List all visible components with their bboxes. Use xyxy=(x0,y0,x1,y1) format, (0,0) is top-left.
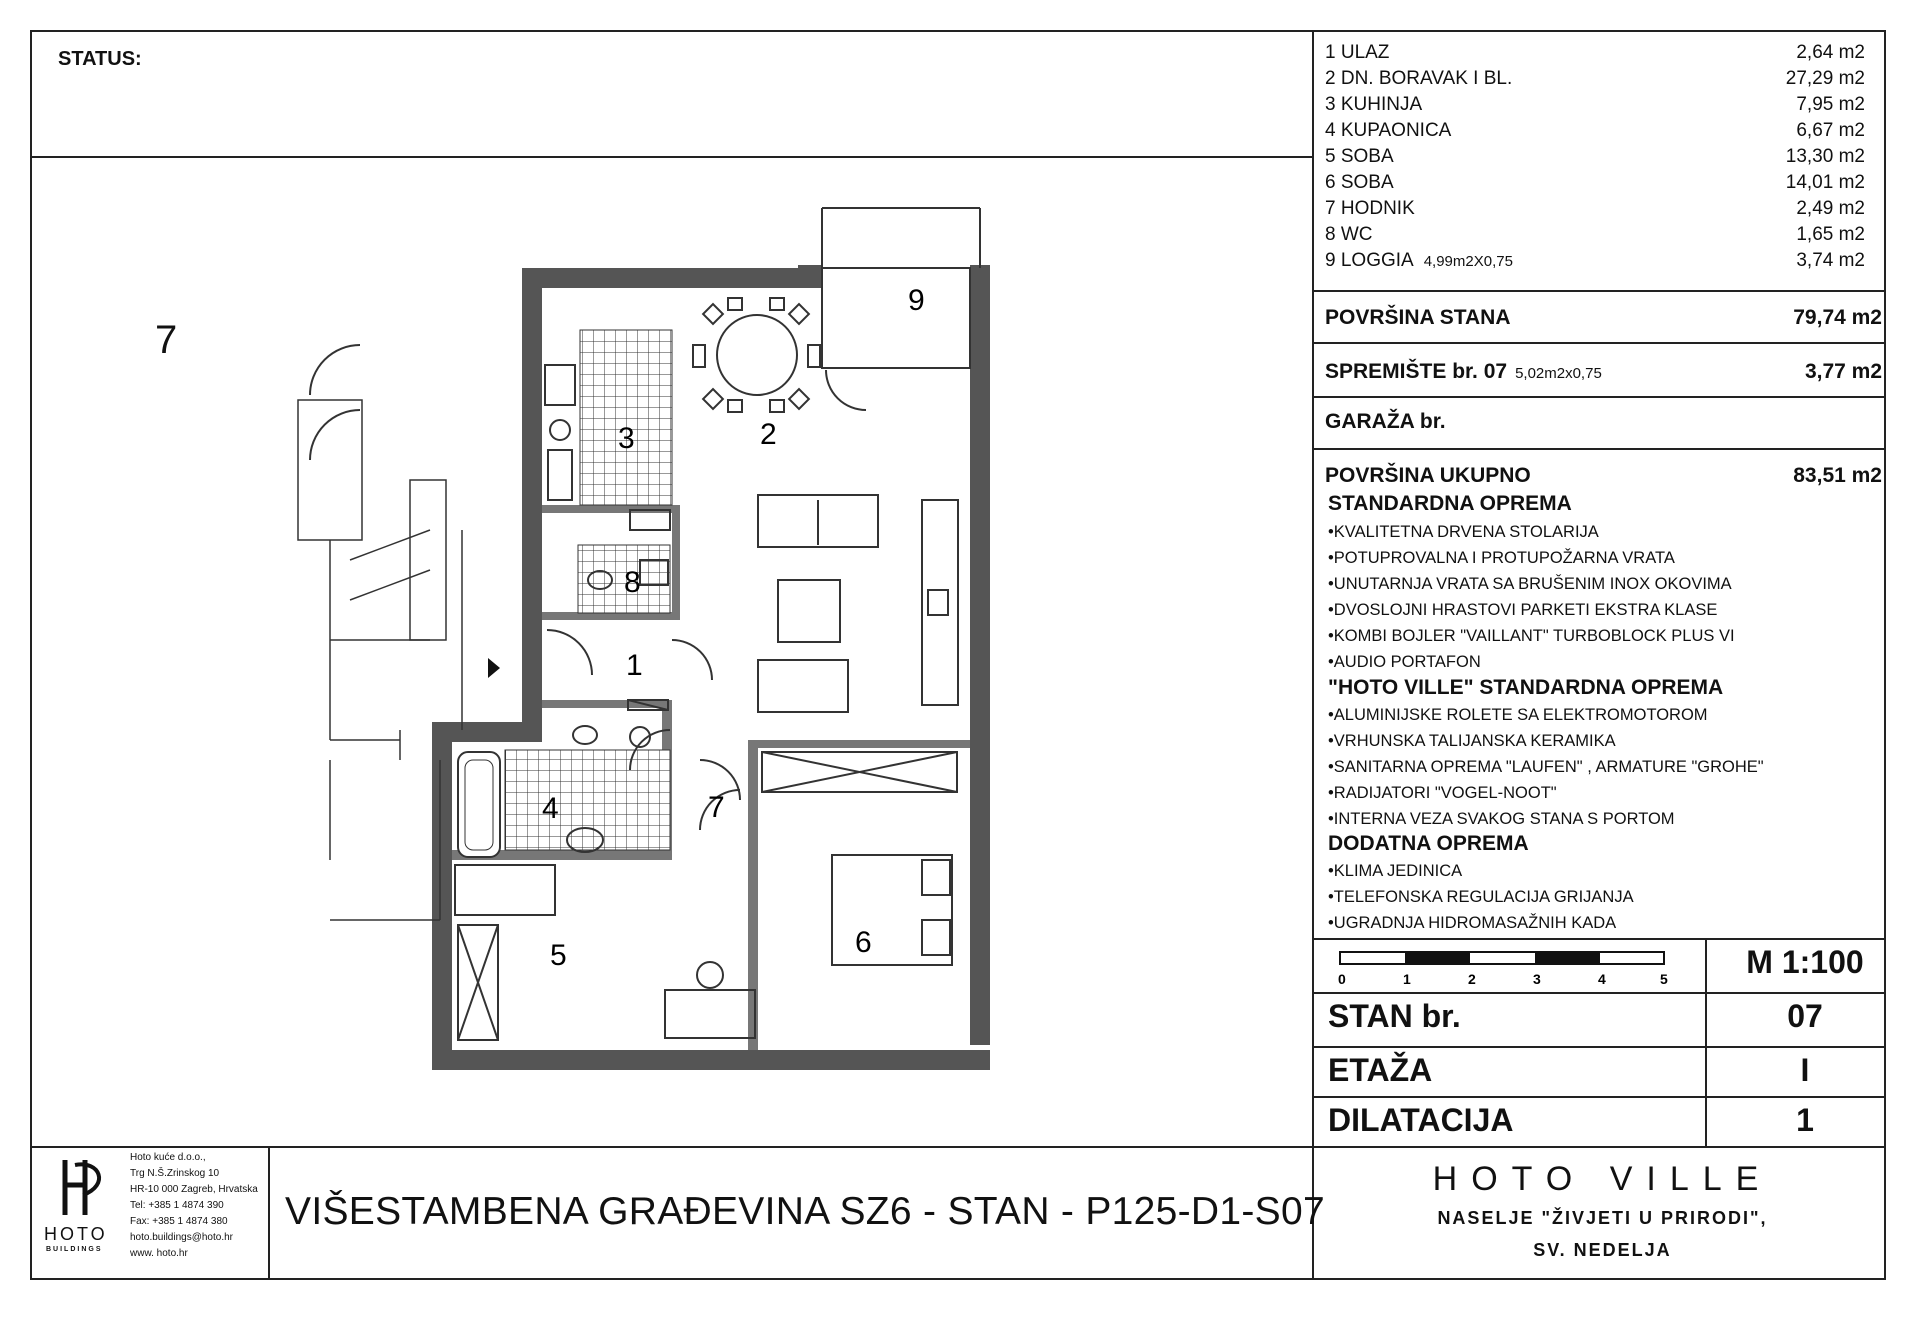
room-row: 1 ULAZ 2,64 m2 xyxy=(1325,42,1865,63)
flat-area-row: POVRŠINA STANA 79,74 m2 xyxy=(1325,306,1882,329)
room-row: 8 WC 1,65 m2 xyxy=(1325,224,1865,245)
company-line: Fax: +385 1 4874 380 xyxy=(130,1216,228,1227)
logo-text: HOTO xyxy=(44,1224,108,1244)
logo-divider xyxy=(268,1146,270,1280)
status-label: STATUS: xyxy=(58,48,142,70)
right-panel-divider xyxy=(1312,30,1314,1280)
scale-label: M 1:100 xyxy=(1746,944,1864,980)
dilatacija-value: 1 xyxy=(1796,1102,1814,1138)
scale-tick: 1 xyxy=(1403,971,1411,987)
storage-row: SPREMIŠTE br. 07 5,02m2x0,75 3,77 m2 xyxy=(1325,360,1882,383)
total-row: POVRŠINA UKUPNO 83,51 m2 xyxy=(1325,464,1882,487)
brand-line-2: SV. NEDELJA xyxy=(1533,1240,1672,1260)
equipment-item: •DVOSLOJNI HRASTOVI PARKETI EKSTRA KLASE xyxy=(1328,601,1718,619)
brand-line-1: NASELJE "ŽIVJETI U PRIRODI", xyxy=(1437,1208,1768,1228)
project-title: VIŠESTAMBENA GRAĐEVINA SZ6 - STAN - P125-D1-S07 xyxy=(285,1190,1325,1233)
logo-subtext: BUILDINGS xyxy=(46,1246,103,1253)
room-2-label: 2 xyxy=(760,418,777,451)
dining-table xyxy=(693,298,820,412)
room-6-label: 6 xyxy=(855,926,872,959)
room-3-label: 3 xyxy=(618,422,635,455)
equipment-item: •INTERNA VEZA SVAKOG STANA S PORTOM xyxy=(1328,810,1675,828)
room-5-label: 5 xyxy=(550,939,567,972)
room-row: 7 HODNIK 2,49 m2 xyxy=(1325,198,1865,219)
sofas xyxy=(758,495,958,712)
stan-value: 07 xyxy=(1787,998,1823,1034)
equipment-item: •KLIMA JEDINICA xyxy=(1328,862,1463,880)
scale-tick: 0 xyxy=(1338,971,1346,987)
equipment-item: •TELEFONSKA REGULACIJA GRIJANJA xyxy=(1328,888,1634,906)
scale-tick: 5 xyxy=(1660,971,1668,987)
room-4-label: 4 xyxy=(542,792,559,825)
standard-equipment-title: STANDARDNA OPREMA xyxy=(1328,492,1572,515)
hoto-equipment-title: "HOTO VILLE" STANDARDNA OPREMA xyxy=(1328,676,1724,699)
equipment-item: •SANITARNA OPREMA "LAUFEN" , ARMATURE "GROHE" xyxy=(1328,758,1764,776)
equipment-item: •AUDIO PORTAFON xyxy=(1328,653,1481,671)
stan-label: STAN br. xyxy=(1328,998,1461,1034)
room-row: 3 KUHINJA 7,95 m2 xyxy=(1325,94,1865,115)
company-line: Hoto kuće d.o.o., xyxy=(130,1152,206,1163)
scale-bar xyxy=(1330,944,1700,992)
equipment-item: •KOMBI BOJLER "VAILLANT" TURBOBLOCK PLUS VI xyxy=(1328,627,1735,645)
equipment-item: •RADIJATORI "VOGEL-NOOT" xyxy=(1328,784,1557,802)
room-row: 5 SOBA 13,30 m2 xyxy=(1325,146,1865,167)
hoto-logo-icon xyxy=(45,1155,125,1225)
etaza-value: I xyxy=(1800,1052,1810,1088)
equipment-item: •KVALITETNA DRVENA STOLARIJA xyxy=(1328,523,1599,541)
equipment-item: •VRHUNSKA TALIJANSKA KERAMIKA xyxy=(1328,732,1616,750)
company-line: hoto.buildings@hoto.hr xyxy=(130,1232,233,1243)
etaza-label: ETAŽA xyxy=(1328,1052,1433,1088)
equipment-item: •UNUTARNJA VRATA SA BRUŠENIM INOX OKOVIMA xyxy=(1328,575,1732,593)
equipment-item: •ALUMINIJSKE ROLETE SA ELEKTROMOTOROM xyxy=(1328,706,1708,724)
dilatacija-label: DILATACIJA xyxy=(1328,1102,1514,1138)
room-9-label: 9 xyxy=(908,284,925,317)
company-line: HR-10 000 Zagreb, Hrvatska xyxy=(130,1184,258,1195)
scale-tick: 2 xyxy=(1468,971,1476,987)
brand-name: HOTO VILLE xyxy=(1432,1160,1773,1198)
equipment-item: •UGRADNJA HIDROMASAŽNIH KADA xyxy=(1328,914,1617,932)
scale-tick: 3 xyxy=(1533,971,1541,987)
extra-equipment-title: DODATNA OPREMA xyxy=(1328,832,1529,855)
room-row: 4 KUPAONICA 6,67 m2 xyxy=(1325,120,1865,141)
room-1-label: 1 xyxy=(626,649,643,682)
company-line: www. hoto.hr xyxy=(130,1248,188,1259)
equipment-item: •POTUPROVALNA I PROTUPOŽARNA VRATA xyxy=(1328,549,1675,567)
scale-tick: 4 xyxy=(1598,971,1606,987)
title-block-divider xyxy=(30,1146,1886,1148)
garage-row: GARAŽA br. xyxy=(1325,410,1446,433)
room-row: 2 DN. BORAVAK I BL. 27,29 m2 xyxy=(1325,68,1865,89)
room-row: 9 LOGGIA 4,99m2X0,75 3,74 m2 xyxy=(1325,250,1865,271)
room-row: 6 SOBA 14,01 m2 xyxy=(1325,172,1865,193)
company-line: Tel: +385 1 4874 390 xyxy=(130,1200,224,1211)
loggia xyxy=(822,208,980,368)
room-7-label: 7 xyxy=(708,791,725,824)
company-line: Trg N.Š.Zrinskog 10 xyxy=(130,1168,220,1179)
building-number: 7 xyxy=(155,318,178,362)
room-8-label: 8 xyxy=(624,566,641,599)
